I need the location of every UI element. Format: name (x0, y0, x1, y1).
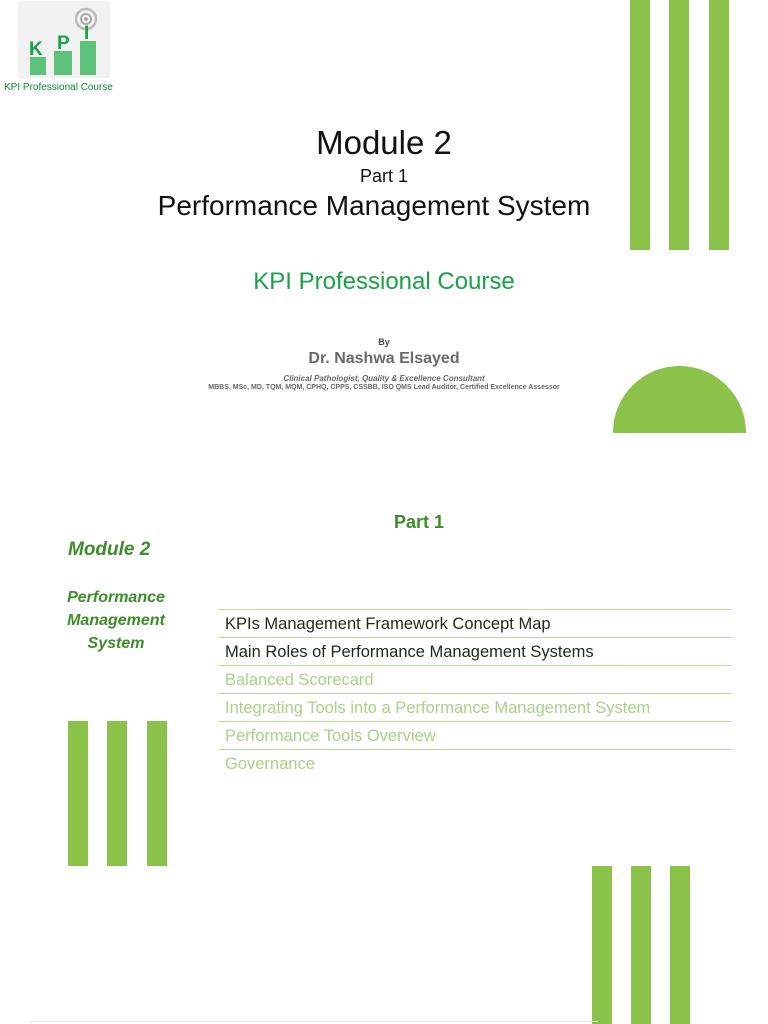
logo-letter-p: P (57, 33, 70, 54)
part-label: Part 1 (359, 166, 409, 186)
section-module-label: Module 2 (68, 539, 151, 560)
section-part-label: Part 1 (394, 512, 445, 532)
agenda-item: Main Roles of Performance Management Systems (219, 637, 732, 665)
agenda-item: Performance Tools Overview (219, 721, 732, 749)
agenda-item: Balanced Scorecard (219, 665, 732, 693)
kpi-logo (18, 1, 110, 78)
agenda-item: KPIs Management Framework Concept Map (219, 609, 732, 637)
author-credentials: MBBS, MSc, MD, TQM, MQM, CPHQ, CPPS, CSSBB, ISO QMS Lead Auditor, Certified Excellence Assessor (208, 384, 560, 391)
decorative-stripe (592, 866, 612, 1024)
by-label: By (378, 337, 390, 347)
logo-caption: KPI Professional Course (4, 82, 113, 93)
decorative-stripe (631, 866, 651, 1024)
decorative-stripe (68, 721, 88, 866)
module-title: Module 2 (316, 124, 452, 161)
target-center (84, 17, 88, 21)
decorative-stripe (670, 866, 690, 1024)
module-subtitle: Performance Management System (157, 190, 591, 221)
divider (30, 1021, 598, 1022)
author-role: Clinical Pathologist, Quality & Excellence Consultant (283, 374, 485, 383)
logo-letter-k: K (29, 39, 43, 60)
side-title-line: Management (67, 612, 165, 629)
agenda-item: Governance (219, 749, 732, 777)
side-title-line: Performance (67, 589, 165, 606)
decorative-stripe (107, 721, 127, 866)
section-side-title (48, 586, 184, 655)
decorative-stripe (147, 721, 167, 866)
logo-letter-i: I (84, 23, 90, 44)
logo-bar-3 (80, 41, 96, 75)
author-name: Dr. Nashwa Elsayed (308, 350, 460, 367)
agenda-item: Integrating Tools into a Performance Management System (219, 693, 732, 721)
side-title-line: System (87, 635, 145, 652)
logo-graphic (18, 1, 110, 78)
course-name: KPI Professional Course (253, 268, 515, 295)
agenda-list (219, 609, 732, 777)
logo-bar-2 (54, 51, 72, 75)
